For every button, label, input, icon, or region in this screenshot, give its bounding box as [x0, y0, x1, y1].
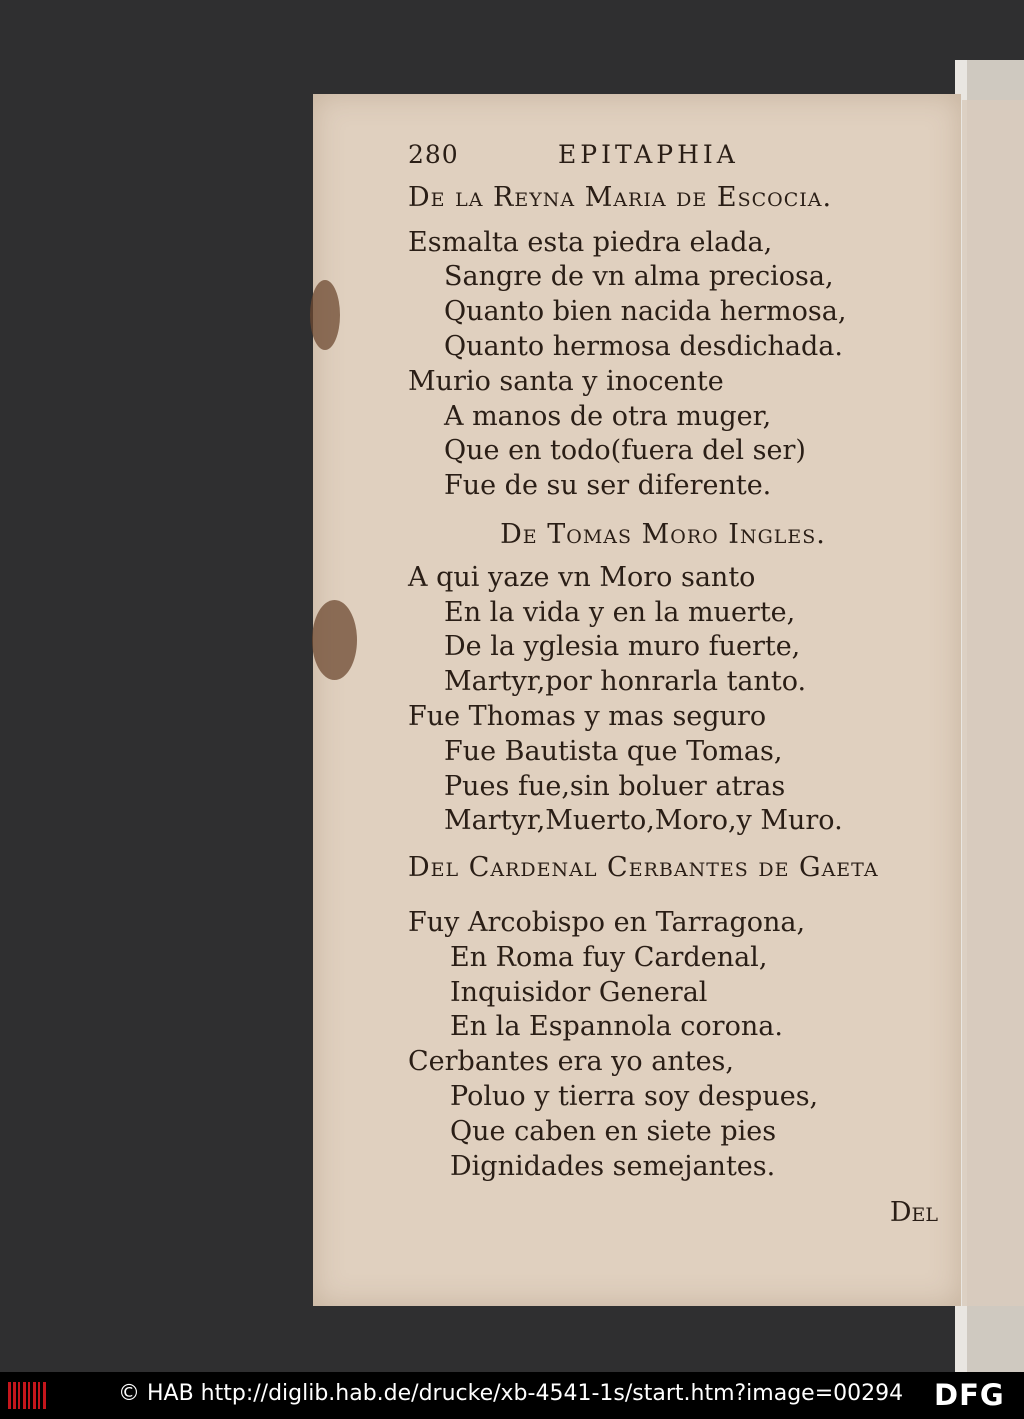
facing-page-bleed	[962, 100, 1024, 1306]
verse-line: En la Espannola corona.	[450, 1011, 783, 1043]
verse-line: Fuy Arcobispo en Tarragona,	[408, 906, 806, 938]
section-heading: De la Reyna Maria de Escocia.	[408, 181, 833, 213]
verse-line: Esmalta esta piedra elada,	[408, 226, 773, 258]
verse-line: Que en todo(fuera del ser)	[444, 435, 806, 467]
verse-line: En la vida y en la muerte,	[444, 596, 796, 628]
stain-mark	[310, 280, 340, 350]
verse-line: Que caben en siete pies	[450, 1115, 777, 1147]
dfg-logo[interactable]: DFG	[934, 1378, 1005, 1412]
verse-line: Fue de su ser diferente.	[444, 470, 772, 502]
verse-line: A manos de otra muger,	[444, 400, 772, 432]
verse-line: De la yglesia muro fuerte,	[444, 631, 801, 663]
verse-line: Martyr,por honrarla tanto.	[444, 666, 807, 698]
verse-line: Pues fue,sin boluer atras	[444, 770, 786, 802]
page-number: 280	[408, 140, 459, 169]
section-heading: Del Cardenal Cerbantes de Gaeta	[408, 852, 879, 884]
verse-line: Martyr,Muerto,Moro,y Muro.	[444, 805, 843, 837]
copyright-link[interactable]: © HAB http://diglib.hab.de/drucke/xb-4541-1s/start.htm?image=00294	[118, 1381, 904, 1406]
verse-line: Sangre de vn alma preciosa,	[444, 261, 834, 293]
verse-line: A qui yaze vn Moro santo	[408, 561, 756, 593]
verse-line: Quanto hermosa desdichada.	[444, 330, 843, 362]
verse-line: Poluo y tierra soy despues,	[450, 1080, 819, 1112]
verse-line: Dignidades semejantes.	[450, 1150, 776, 1182]
viewer-footer	[0, 1372, 1024, 1419]
catchword: Del	[889, 1197, 938, 1229]
running-title: EPITAPHIA	[558, 140, 739, 169]
verse-line: Quanto bien nacida hermosa,	[444, 296, 847, 328]
verse-line: Inquisidor General	[450, 976, 708, 1008]
verse-line: Fue Thomas y mas seguro	[408, 700, 767, 732]
verse-line: Cerbantes era yo antes,	[408, 1046, 734, 1078]
verse-line: En Roma fuy Cardenal,	[450, 941, 768, 973]
page-text	[408, 138, 968, 1231]
verse-line: Fue Bautista que Tomas,	[444, 735, 783, 767]
hab-logo-icon[interactable]	[8, 1382, 46, 1409]
running-header	[408, 138, 968, 173]
verse-line: Murio santa y inocente	[408, 365, 724, 397]
section-heading: De Tomas Moro Ingles.	[500, 518, 826, 550]
stain-mark	[312, 600, 357, 680]
